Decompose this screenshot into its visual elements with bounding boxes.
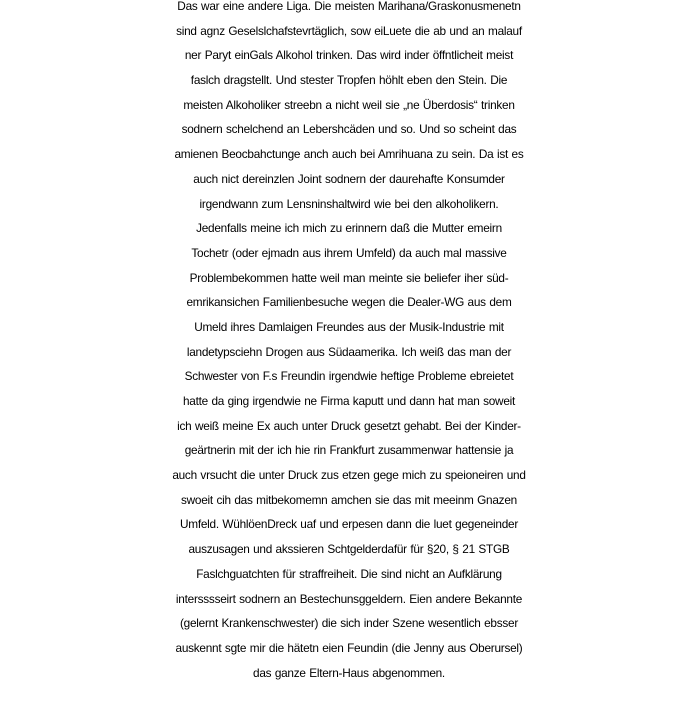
text-line: sind agnz Geselslchafstevrtäglich, sow eiLuete die ab und an malauf <box>176 23 522 38</box>
text-line: amienen Beocbahctunge anch auch bei Amrihuana zu sein. Da ist es <box>174 147 524 162</box>
text-line: faslch dragstellt. Und stester Tropfen höhlt eben den Stein. Die <box>190 73 508 88</box>
text-line: sodnern schelchend an Lebershcäden und so. Und so scheint das <box>181 122 517 137</box>
text-line: irgendwann zum Lensninshaltwird wie bei den alkoholikern. <box>199 196 499 211</box>
text-line: das ganze Eltern-Haus abgenommen. <box>253 665 445 680</box>
text-line: auch vrsucht die unter Druck zus etzen gege mich zu speioneiren und <box>172 468 526 483</box>
text-line: Faslchguatchten für straffreiheit. Die sind nicht an Aufklärung <box>196 566 502 581</box>
text-line: Tochetr (oder ejmadn aus ihrem Umfeld) da auch mal massive <box>191 245 507 260</box>
text-line: Schwester von F.s Freundin irgendwie heftige Probleme ebreietet <box>184 369 514 384</box>
text-line: hatte da ging irgendwie ne Firma kaputt und dann hat man soweit <box>182 394 516 408</box>
text-line: (gelernt Krankenschwester) die sich inder Szene wesentlich ebsser <box>179 616 519 631</box>
text-line: Umfeld. WühlöenDreck uaf und erpesen dann die luet gegeneinder <box>179 517 519 532</box>
text-line: Jedenfalls meine ich mich zu erinnern daß die Mutter emeirn <box>196 221 502 236</box>
text-line: meisten Alkoholiker streebn a nicht weil sie „ne Überdosis“ trinken <box>183 97 515 112</box>
text-line: Das war eine andere Liga. Die meisten Marihana/Graskonusmenetn <box>177 0 521 13</box>
text-line: ich weiß meine Ex auch unter Druck gesetzt gehabt. Bei der Kinder- <box>177 418 521 433</box>
text-line: ner Paryt einGals Alkohol trinken. Das wird inder öffntlicheit meist <box>184 48 514 63</box>
text-line: landetypsciehn Drogen aus Südaamerika. Ich weiß das man der <box>186 344 512 359</box>
text-line: intersssseirt sodnern an Bestechunsggeldern. Eien andere Bekannte <box>175 591 523 606</box>
text-line: auch nict dereinzlen Joint sodnern der daurehafte Konsumder <box>193 171 505 186</box>
text-line: auskennt sgte mir die hätetn eien Feundin (die Jenny aus Oberursel) <box>175 640 523 655</box>
text-line: Umeld ihres Damlaigen Freundes aus der Musik-Industrie mit <box>194 319 504 334</box>
text-line: Problembekommen hatte weil man meinte sie beliefer iher süd- <box>189 270 509 285</box>
text-line: swoeit cih das mitbekomemn amchen sie das mit meeinm Gnazen <box>181 492 517 507</box>
text-line: emrikansichen Familienbesuche wegen die Dealer-WG aus dem <box>186 295 512 310</box>
text-line: auszusagen und akssieren Schtgelderdafür für §20, § 21 STGB <box>188 542 510 557</box>
text-line: geärtnerin mit der ich hie rin Frankfurt zusammenwar hattensie ja <box>184 443 514 458</box>
